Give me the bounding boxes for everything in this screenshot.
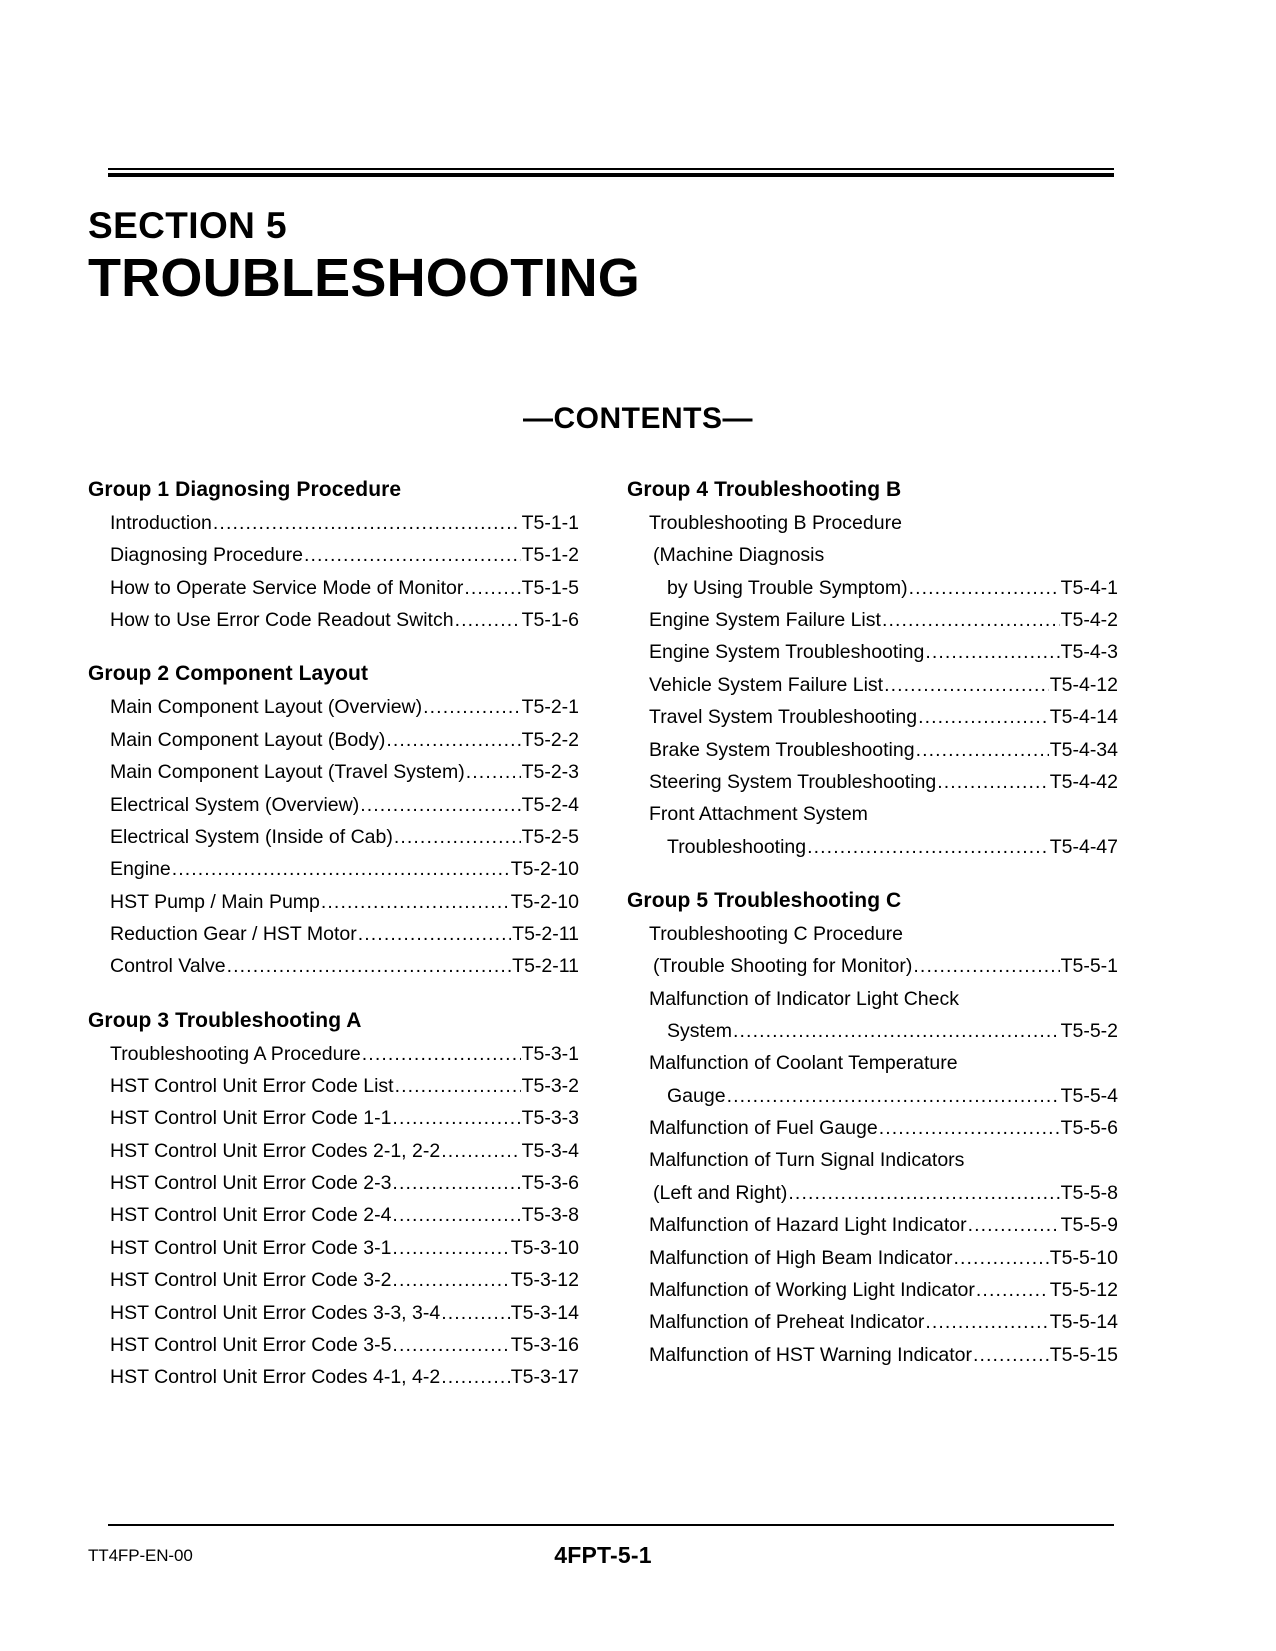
contents-column-right: [627, 478, 1118, 1394]
toc-leader-dots: [937, 766, 1048, 798]
toc-leader-dots: [392, 1329, 509, 1361]
toc-entry[interactable]: [627, 831, 1118, 863]
toc-entry[interactable]: [88, 1167, 579, 1199]
toc-leader-dots: [358, 918, 511, 950]
toc-entry-page: T5-4-1: [1060, 576, 1118, 599]
toc-entry[interactable]: [88, 1297, 579, 1329]
toc-leader-dots: [441, 1361, 510, 1393]
toc-entry-label: HST Control Unit Error Code 3-2: [110, 1269, 392, 1292]
toc-entry-label: Malfunction of Preheat Indicator: [649, 1311, 925, 1334]
toc-entry[interactable]: [627, 1015, 1118, 1047]
toc-entry-page: T5-4-3: [1060, 641, 1118, 664]
toc-group: [627, 889, 1118, 1371]
toc-entry-page: T5-5-14: [1049, 1311, 1118, 1334]
toc-entry-page: T5-3-2: [521, 1075, 579, 1098]
toc-leader-dots: [733, 1015, 1060, 1047]
toc-entry-label: (Trouble Shooting for Monitor): [653, 955, 913, 978]
toc-entry-page: T5-1-2: [521, 544, 579, 567]
toc-group: [627, 478, 1118, 863]
toc-group-title: Group 2 Component Layout: [88, 662, 369, 686]
toc-leader-dots: [321, 886, 510, 918]
toc-entry-label: Gauge: [667, 1084, 726, 1107]
toc-leader-dots: [362, 1038, 521, 1070]
toc-entry-label: Vehicle System Failure List: [649, 673, 884, 696]
toc-entry[interactable]: [88, 691, 579, 723]
toc-group: [88, 662, 579, 982]
toc-entry-page: T5-2-10: [510, 858, 579, 881]
toc-entry-page: T5-3-10: [510, 1236, 579, 1259]
toc-leader-dots: [913, 950, 1059, 982]
toc-entry-page: T5-3-17: [510, 1366, 579, 1389]
toc-entry[interactable]: [627, 507, 1118, 539]
toc-leader-dots: [464, 572, 520, 604]
toc-entry[interactable]: [627, 1144, 1118, 1176]
toc-leader-dots: [213, 507, 521, 539]
toc-entry-label: Introduction: [110, 512, 212, 534]
toc-entry[interactable]: [627, 1339, 1118, 1371]
toc-entry[interactable]: [88, 853, 579, 885]
toc-entry-label: Malfunction of HST Warning Indicator: [649, 1343, 972, 1366]
toc-entry-label: HST Control Unit Error Codes 4-1, 4-2: [110, 1366, 441, 1389]
toc-entry-page: T5-3-12: [510, 1269, 579, 1292]
toc-entry[interactable]: [88, 918, 579, 950]
toc-entry-label: Electrical System (Inside of Cab): [110, 825, 393, 848]
toc-entry[interactable]: [627, 1274, 1118, 1306]
toc-leader-dots: [788, 1177, 1059, 1209]
toc-entry-label: Travel System Troubleshooting: [649, 706, 918, 729]
toc-entry-label: Troubleshooting C Procedure: [649, 922, 904, 945]
toc-entry-page: T5-1-5: [521, 576, 579, 599]
toc-entry[interactable]: [627, 734, 1118, 766]
toc-entry-label: HST Control Unit Error Code 1-1: [110, 1107, 392, 1130]
toc-entry-label: Reduction Gear / HST Motor: [110, 922, 357, 945]
toc-entry[interactable]: [88, 1361, 579, 1393]
toc-entry-page: T5-1-1: [521, 512, 579, 534]
title-block: [88, 205, 640, 310]
toc-entry-page: T5-2-4: [521, 793, 579, 816]
toc-entry[interactable]: [627, 636, 1118, 668]
toc-entry-label: Malfunction of Turn Signal Indicators: [649, 1149, 965, 1172]
toc-entry-page: T5-2-11: [512, 922, 579, 945]
toc-entry[interactable]: [88, 1070, 579, 1102]
toc-entry-label: HST Pump / Main Pump: [110, 890, 320, 913]
toc-leader-dots: [918, 701, 1049, 733]
toc-entry[interactable]: [88, 724, 579, 756]
toc-entry-label: Troubleshooting: [667, 835, 807, 858]
toc-entry[interactable]: [627, 1306, 1118, 1338]
toc-group-title: Group 5 Troubleshooting C: [627, 888, 902, 912]
toc-leader-dots: [455, 604, 521, 636]
toc-leader-dots: [304, 539, 521, 571]
toc-entry-page: T5-2-5: [521, 825, 579, 848]
contents-heading: —CONTENTS—: [523, 402, 753, 435]
toc-entry[interactable]: [88, 950, 579, 982]
toc-entry-label: Malfunction of Hazard Light Indicator: [649, 1214, 967, 1237]
toc-leader-dots: [976, 1274, 1049, 1306]
toc-leader-dots: [392, 1199, 520, 1231]
toc-leader-dots: [172, 853, 510, 885]
toc-leader-dots: [360, 789, 520, 821]
toc-leader-dots: [954, 1242, 1049, 1274]
toc-group-title: Group 4 Troubleshooting B: [627, 478, 902, 501]
toc-leader-dots: [968, 1209, 1060, 1241]
toc-entry-label: (Machine Diagnosis: [653, 544, 825, 567]
header-rule-thick: [108, 173, 1114, 177]
page-title: TROUBLESHOOTING: [88, 248, 640, 309]
toc-entry[interactable]: [88, 1264, 579, 1296]
toc-entry-page: T5-3-16: [510, 1333, 579, 1356]
toc-entry-label: by Using Trouble Symptom): [667, 576, 908, 599]
toc-entry[interactable]: [627, 669, 1118, 701]
toc-entry-page: T5-5-4: [1060, 1084, 1118, 1107]
toc-entry-page: T5-5-10: [1049, 1246, 1118, 1269]
toc-entry[interactable]: [88, 821, 579, 853]
toc-entry-page: T5-3-3: [521, 1107, 579, 1130]
toc-entry-page: T5-4-34: [1049, 738, 1118, 761]
toc-entry-label: Malfunction of Fuel Gauge: [649, 1117, 878, 1140]
toc-entry[interactable]: [627, 918, 1118, 950]
toc-entry-label: Malfunction of Working Light Indicator: [649, 1278, 975, 1301]
toc-entry-label: HST Control Unit Error Code 3-1: [110, 1236, 392, 1259]
toc-entry[interactable]: [88, 1038, 579, 1070]
toc-entry-page: T5-3-4: [521, 1139, 579, 1162]
toc-entry-label: Engine System Troubleshooting: [649, 641, 925, 664]
toc-group: [88, 1009, 579, 1394]
toc-group-title: Group 1 Diagnosing Procedure: [88, 478, 402, 501]
toc-entry-page: T5-4-12: [1049, 673, 1118, 696]
toc-entry[interactable]: [627, 1047, 1118, 1079]
contents-column-left: [88, 478, 579, 1394]
toc-entry[interactable]: [627, 701, 1118, 733]
toc-leader-dots: [909, 572, 1060, 604]
toc-entry-page: T5-3-6: [521, 1172, 579, 1195]
toc-leader-dots: [884, 669, 1049, 701]
toc-entry-label: Troubleshooting A Procedure: [110, 1042, 361, 1065]
toc-leader-dots: [441, 1135, 520, 1167]
toc-entry[interactable]: [627, 766, 1118, 798]
toc-leader-dots: [879, 1112, 1060, 1144]
toc-entry-page: T5-3-14: [510, 1301, 579, 1324]
toc-entry[interactable]: [627, 1112, 1118, 1144]
toc-entry-label: HST Control Unit Error Codes 2-1, 2-2: [110, 1139, 441, 1162]
toc-group: [88, 478, 579, 636]
toc-entry-label: Steering System Troubleshooting: [649, 770, 937, 793]
toc-group-title: Group 3 Troubleshooting A: [88, 1008, 362, 1032]
toc-entry-page: T5-2-10: [510, 890, 579, 913]
toc-entry[interactable]: [627, 1177, 1118, 1209]
toc-entry-page: T5-5-1: [1060, 955, 1118, 978]
toc-leader-dots: [973, 1339, 1049, 1371]
toc-entry[interactable]: [88, 886, 579, 918]
toc-entry-label: Malfunction of High Beam Indicator: [649, 1246, 953, 1269]
toc-leader-dots: [807, 831, 1049, 863]
toc-entry[interactable]: [88, 789, 579, 821]
toc-entry[interactable]: [627, 1209, 1118, 1241]
toc-entry-page: T5-5-9: [1060, 1214, 1118, 1237]
toc-entry-page: T5-2-1: [521, 696, 579, 719]
toc-leader-dots: [386, 724, 520, 756]
toc-entry-label: How to Use Error Code Readout Switch: [110, 609, 454, 632]
toc-entry-label: Main Component Layout (Body): [110, 728, 386, 751]
toc-entry-page: T5-5-12: [1049, 1278, 1118, 1301]
toc-entry-label: Electrical System (Overview): [110, 793, 360, 816]
toc-entry[interactable]: [88, 1102, 579, 1134]
toc-entry[interactable]: [88, 1232, 579, 1264]
toc-entry-label: Engine System Failure List: [649, 609, 881, 632]
toc-entry[interactable]: [627, 572, 1118, 604]
toc-leader-dots: [466, 756, 521, 788]
toc-leader-dots: [882, 604, 1060, 636]
toc-entry[interactable]: [627, 604, 1118, 636]
toc-entry-label: Engine: [110, 858, 171, 881]
footer-page-number: 4FPT-5-1: [554, 1542, 652, 1568]
toc-leader-dots: [392, 1102, 520, 1134]
toc-leader-dots: [925, 1306, 1048, 1338]
toc-entry[interactable]: [627, 539, 1118, 571]
toc-entry[interactable]: [88, 756, 579, 788]
toc-entry[interactable]: [627, 950, 1118, 982]
toc-leader-dots: [394, 821, 521, 853]
toc-entry-page: T5-5-15: [1049, 1343, 1118, 1366]
page-footer: [88, 1540, 1118, 1580]
toc-leader-dots: [395, 1070, 521, 1102]
footer-rule: [108, 1524, 1114, 1526]
toc-entry-label: Diagnosing Procedure: [110, 544, 303, 567]
toc-entry-page: T5-3-8: [521, 1204, 579, 1227]
toc-entry-label: HST Control Unit Error Code List: [110, 1075, 394, 1098]
toc-entry-label: How to Operate Service Mode of Monitor: [110, 576, 464, 599]
toc-entry-label: HST Control Unit Error Codes 3-3, 3-4: [110, 1301, 441, 1324]
toc-leader-dots: [392, 1167, 520, 1199]
toc-entry-label: System: [667, 1020, 733, 1043]
toc-entry[interactable]: [627, 983, 1118, 1015]
toc-entry-label: Control Valve: [110, 955, 226, 978]
toc-entry-label: Main Component Layout (Overview): [110, 696, 423, 719]
toc-entry-label: Front Attachment System: [649, 803, 868, 826]
toc-entry-page: T5-5-8: [1060, 1181, 1118, 1204]
toc-entry-page: T5-2-3: [521, 761, 579, 784]
toc-entry-page: T5-4-47: [1049, 835, 1118, 858]
toc-entry-page: T5-1-6: [521, 609, 579, 632]
toc-entry-label: Malfunction of Indicator Light Check: [649, 987, 960, 1010]
toc-entry-label: HST Control Unit Error Code 3-5: [110, 1333, 392, 1356]
toc-entry[interactable]: [88, 1135, 579, 1167]
toc-entry-page: T5-4-14: [1049, 706, 1118, 729]
toc-entry-label: Malfunction of Coolant Temperature: [649, 1052, 958, 1075]
toc-entry[interactable]: [88, 604, 579, 636]
toc-leader-dots: [916, 734, 1049, 766]
toc-leader-dots: [392, 1232, 509, 1264]
toc-leader-dots: [423, 691, 520, 723]
toc-entry[interactable]: [88, 1329, 579, 1361]
toc-leader-dots: [392, 1264, 509, 1296]
toc-entry[interactable]: [88, 507, 579, 539]
section-label: SECTION 5: [88, 205, 287, 246]
footer-doc-code: TT4FP-EN-00: [88, 1546, 193, 1565]
toc-leader-dots: [925, 636, 1059, 668]
toc-entry-page: T5-5-6: [1060, 1117, 1118, 1140]
toc-entry[interactable]: [88, 572, 579, 604]
toc-entry[interactable]: [88, 1199, 579, 1231]
header-rule-group: [108, 168, 1114, 177]
toc-entry-label: (Left and Right): [653, 1181, 788, 1204]
toc-entry-label: HST Control Unit Error Code 2-4: [110, 1204, 392, 1227]
toc-entry-page: T5-4-2: [1060, 609, 1118, 632]
toc-entry-label: Brake System Troubleshooting: [649, 738, 915, 761]
toc-entry[interactable]: [627, 1242, 1118, 1274]
toc-entry[interactable]: [627, 798, 1118, 830]
toc-leader-dots: [227, 950, 512, 982]
toc-entry-label: Main Component Layout (Travel System): [110, 761, 465, 784]
toc-entry[interactable]: [627, 1080, 1118, 1112]
toc-entry-page: T5-2-2: [521, 728, 579, 751]
toc-leader-dots: [727, 1080, 1060, 1112]
toc-entry[interactable]: [88, 539, 579, 571]
toc-entry-page: T5-2-11: [512, 955, 579, 978]
toc-entry-label: Troubleshooting B Procedure: [649, 512, 902, 534]
toc-entry-page: T5-3-1: [521, 1042, 579, 1065]
contents-columns: [88, 478, 1118, 1394]
toc-entry-label: HST Control Unit Error Code 2-3: [110, 1172, 392, 1195]
toc-entry-page: T5-5-2: [1060, 1020, 1118, 1043]
toc-leader-dots: [441, 1297, 510, 1329]
toc-entry-page: T5-4-42: [1049, 770, 1118, 793]
